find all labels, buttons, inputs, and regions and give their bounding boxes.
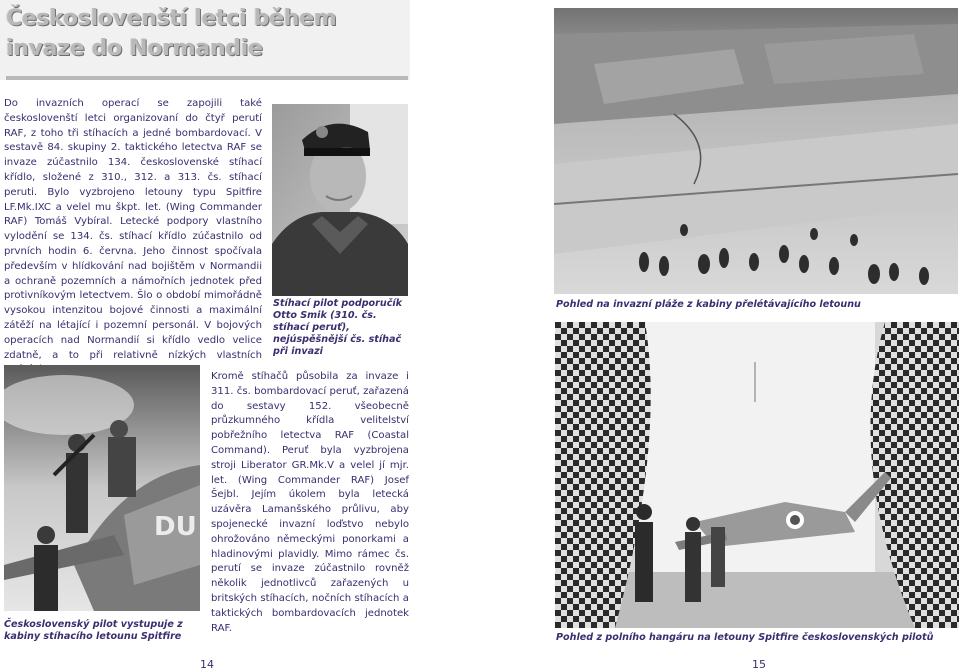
pilot-portrait-caption: Stíhací pilot podporučík Otto Smik (310. čs. stíhací peruť), nejúspěšnější čs. stíhač při invazi xyxy=(273,298,403,357)
page-number-right: 15 xyxy=(752,658,766,671)
pilot-portrait-photo xyxy=(272,104,408,296)
beach-aerial-photo xyxy=(554,4,958,294)
page-title: Českoslovenští letci během invaze do Normandie xyxy=(6,6,337,61)
hangar-photo xyxy=(555,322,959,628)
title-block xyxy=(0,0,410,80)
hangar-caption: Pohled z polního hangáru na letouny Spitfire československých pilotů xyxy=(556,632,934,643)
svg-text:DU: DU xyxy=(154,512,197,542)
page-number-left: 14 xyxy=(200,658,214,671)
pilot-spitfire-photo xyxy=(4,365,200,611)
beach-aerial-caption: Pohled na invazní pláže z kabiny přelétávajícího letounu xyxy=(556,299,861,310)
intro-paragraph: Do invazních operací se zapojili také českoslovenští letci organizovaní do čtyř perutí RAF, z toho tři stíhacích a jedné bombardovací. V sestavě 84. skupiny 2. taktického letectva RAF se invaze zúčastnilo 134. československé stíhací křídlo, složené z 310., 312. a 313. čs. stíhací peruti. Bylo vyzbrojeno letouny typu Spitfire LF.Mk.IXC a velel mu škpt. let. (Wing Commander RAF) Tomáš Vybíral. Letecké podpory vlastního vylodění se 134. čs. stíhací křídlo zúčastnilo od prvních hodin 6. června. Jeho činnost spočívala především v hlídkování nad bojištěm v Normandii a ochraně pozemních a námořních jednotek před protivníkovým letectvem. Šlo o období mimořádně vysokou intenzitou bojové činnosti a maximální zátěží na létající i pozemní personál. V bojových operacích nad Normandií si křídlo vedlo velice zdatně, a to při relativně nízkých vlastních xyxy=(4,98,262,361)
pilot-spitfire-caption: Československý pilot vystupuje z kabiny stíhacího letounu Spitfire xyxy=(4,619,183,642)
title-rule xyxy=(6,76,408,80)
second-paragraph: Kromě stíhačů působila za invaze i 311. čs. bombardovací peruť, zařazená do sestavy 152. všeobecně průzkumného křídla velitelství pobřežního letectva RAF (Coastal Command). Peruť byla vyzbrojena stroji Liberator GR.Mk.V a velel jí mjr. let. (Wing Commander RAF) Josef Šejbl. Jejím úkolem byla letecká uzávěra Lamanšského průlivu, aby spojenecké invazní loďstvo nebylo ohrožováno německými ponorkami a hladinovými plavidly. Mimo rámec čs. perutí se invaze zúčastnilo rovněž několik jednotlivců zařazených u britských stíhacích, nočních stíhacích a taktických bombardovacích jednotek RAF. xyxy=(211,371,409,634)
